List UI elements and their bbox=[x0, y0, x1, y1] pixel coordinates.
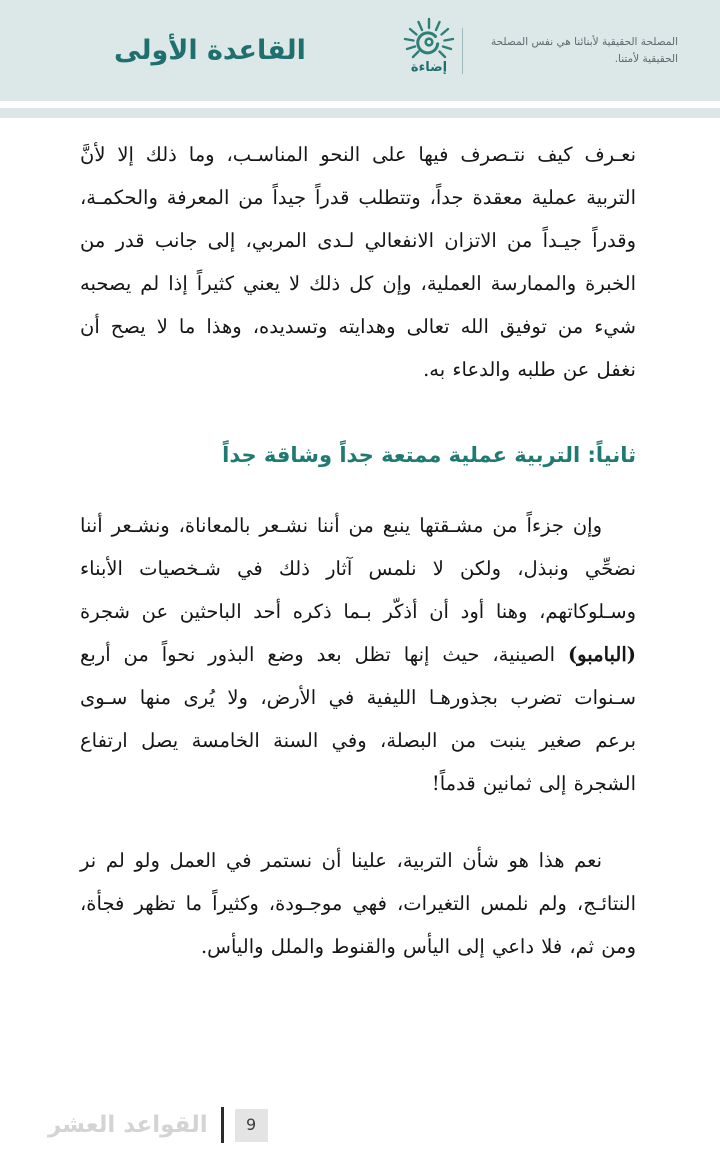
sun-rays-icon bbox=[390, 16, 462, 86]
paragraph-two bbox=[80, 504, 636, 805]
chapter-title: القاعدة الأولى bbox=[114, 35, 306, 66]
section-heading: ثانياً: التربية عملية ممتعة جداً وشاقة جداً bbox=[222, 443, 636, 467]
paragraph-one: نعـرف كيف نتـصرف فيها على النحو المناسـب، وما ذلك إلا لأنَّ التربية عملية معقدة جداً، وتتطلب قدراً جيداً من المعرفة والحكمـة، وقدراً جيـداً من الاتزان الانفعالي لـدى المربي، إلى جانب قدر من الخبرة والممارسة العملية، وإن كل ذلك لا يعني كثيراً إذا لم يصحبه شيء من توفيق الله تعالى وهدايته وتسديده، وهذا ما لا يصح أن نغفل عن طلبه والدعاء به. bbox=[80, 143, 636, 381]
page-header bbox=[0, 0, 720, 101]
paragraph-two-text-a: وإن جزءاً من مشـقتها ينبع من أننا نشـعر بالمعاناة، ونشـعر أننا نضحِّي ونبذل، ولكن لا نلمس آثار ذلك في شـخصيات الأبناء وسـلوكاتهم، وهنا أود أن أذكّر بـما ذكره أحد الباحثين عن شجرة bbox=[80, 514, 636, 624]
paragraph-two-text-b: الصينية، حيث إنها تظل بعد وضع البذور نحواً من أربع سـنوات تضرب بجذورهـا الليفية في الأرض، ولا يُرى منها سـوى برعم صغير ينبت من البصلة، وفي السنة الخامسة يصل ارتفاع الشجرة إلى ثمانين قدماً! bbox=[80, 643, 636, 796]
spacer bbox=[80, 468, 636, 504]
header-accent-rule bbox=[0, 108, 720, 118]
paragraph-three: نعم هذا هو شأن التربية، علينا أن نستمر في العمل ولو لم نر النتائـج، ولم نلمس التغيرات، فهي موجـودة، وكثيراً ما تظهر فجأة، ومن ثم، فلا داعي إلى اليأس والقنوط والملل واليأس. bbox=[80, 849, 636, 959]
footer-divider bbox=[221, 1107, 224, 1143]
brand-tagline: المصلحة الحقيقية لأبنائنا هي نفس المصلحة الحقيقية لأمتنا. bbox=[490, 36, 678, 65]
brand-lockup bbox=[390, 16, 690, 86]
page-number: 9 bbox=[235, 1109, 268, 1142]
paragraph-two-emphasis: (البامبو) bbox=[567, 643, 636, 667]
book-title: القواعد العشر bbox=[48, 1111, 208, 1138]
brand-divider bbox=[462, 28, 463, 74]
page-footer bbox=[48, 1102, 268, 1148]
spacer bbox=[80, 391, 636, 443]
brand-word: إضاءة bbox=[410, 59, 448, 75]
spacer bbox=[80, 805, 636, 839]
page-content bbox=[80, 133, 636, 968]
